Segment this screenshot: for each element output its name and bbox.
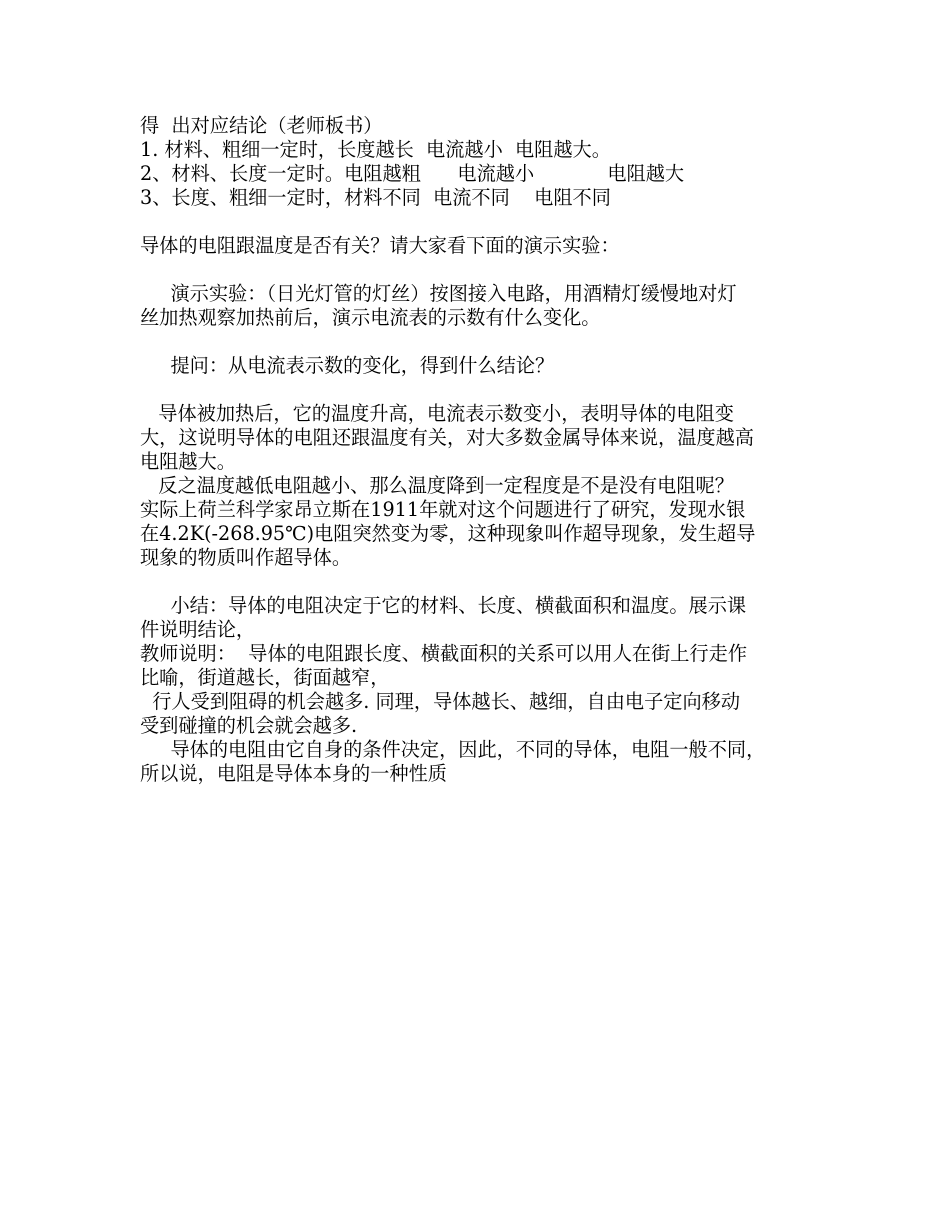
answer-line-1: 导体被加热后，它的温度升高，电流表示数变小，表明导体的电阻变: [140, 402, 734, 425]
ask-line: 提问：从电流表示数的变化，得到什么结论？: [140, 354, 555, 377]
spacer: [140, 330, 820, 354]
final-line-2: 所以说，电阻是导体本身的一种性质: [140, 762, 447, 785]
superconduct-line-2: 实际上荷兰科学家昂立斯在1911年就对这个问题进行了研究，发现水银: [140, 498, 746, 521]
answer-line-2: 大，这说明导体的电阻还跟温度有关，对大多数金属导体来说，温度越高: [140, 426, 754, 449]
document-page: [140, 114, 820, 786]
temperature-question: 导体的电阻跟温度是否有关？请大家看下面的演示实验：: [140, 234, 620, 257]
spacer: [140, 258, 820, 282]
superconduct-line-1: 反之温度越低电阻越小、那么温度降到一定程度是不是没有电阻呢？: [140, 474, 734, 497]
teacher-line-3: 行人受到阻碍的机会越多. 同理，导体越长、越细，自由电子定向移动: [140, 690, 741, 713]
intro-line: 得 出对应结论（老师板书）: [140, 114, 383, 137]
spacer: [140, 210, 820, 234]
answer-line-3: 电阻越大。: [140, 450, 236, 473]
teacher-line-4: 受到碰撞的机会就会越多.: [140, 714, 358, 737]
demo-line-1: 演示实验：（日光灯管的灯丝）按图接入电路，用酒精灯缓慢地对灯: [140, 282, 737, 305]
demo-line-2: 丝加热观察加热前后，演示电流表的示数有什么变化。: [140, 306, 601, 329]
teacher-line-2: 比喻，街道越长，街面越窄，: [140, 666, 390, 689]
final-line-1: 导体的电阻由它自身的条件决定，因此，不同的导体，电阻一般不同，: [140, 738, 766, 761]
superconduct-line-3: 在4.2K(-268.95℃)电阻突然变为零，这种现象叫作超导现象，发生超导: [140, 522, 756, 545]
spacer: [140, 378, 820, 402]
conclusion-1: 1. 材料、粗细一定时，长度越长 电流越小 电阻越大。: [140, 138, 611, 161]
conclusion-3: 3、长度、粗细一定时，材料不同 电流不同 电阻不同: [140, 186, 611, 209]
summary-line-1: 小结：导体的电阻决定于它的材料、长度、横截面积和温度。展示课: [140, 594, 747, 617]
spacer: [140, 570, 820, 594]
conclusion-2: 2、材料、长度一定时。电阻越粗 电流越小 电阻越大: [140, 162, 685, 185]
superconduct-line-4: 现象的物质叫作超导体。: [140, 546, 352, 569]
teacher-line-1: 教师说明： 导体的电阻跟长度、横截面积的关系可以用人在街上行走作: [140, 642, 748, 665]
summary-line-2: 件说明结论，: [140, 618, 256, 641]
